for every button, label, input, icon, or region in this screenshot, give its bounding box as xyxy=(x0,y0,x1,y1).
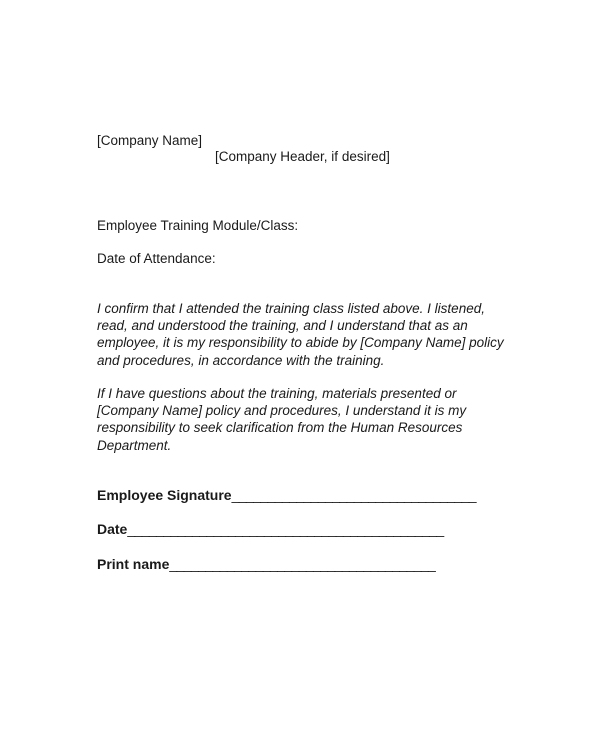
date-label: Date xyxy=(97,521,128,537)
company-name: [Company Name] xyxy=(97,133,203,148)
confirmation-paragraph xyxy=(97,300,507,369)
date-of-attendance-label: Date of Attendance: xyxy=(97,251,216,266)
date-blank: ____________________________________________ xyxy=(127,521,444,537)
employee-signature-blank: __________________________________ xyxy=(231,487,476,503)
paragraph-line: If I have questions about the training, materials presented or xyxy=(97,386,457,401)
paragraph-line: and procedures, in accordance with the training. xyxy=(97,352,385,368)
date-line xyxy=(97,520,444,538)
paragraph-line: read, and understood the training, and I understand that as an xyxy=(97,318,468,334)
paragraph-line: Department. xyxy=(97,437,172,453)
print-name-label: Print name xyxy=(97,556,170,572)
questions-paragraph xyxy=(97,385,507,454)
paragraph-line: responsibility to seek clarification from the Human Resources xyxy=(97,420,463,436)
employee-signature-line xyxy=(97,486,476,504)
employee-signature-label: Employee Signature xyxy=(97,487,232,503)
training-module-label: Employee Training Module/Class: xyxy=(97,218,299,233)
paragraph-line: I confirm that I attended the training class listed above. I listened, xyxy=(97,301,485,316)
paragraph-line: employee, it is my responsibility to abide by [Company Name] policy xyxy=(97,335,504,351)
print-name-blank: _____________________________________ xyxy=(169,556,436,572)
company-header: [Company Header, if desired] xyxy=(215,149,390,164)
paragraph-line: [Company Name] policy and procedures, I understand it is my xyxy=(97,403,467,419)
print-name-line xyxy=(97,555,435,573)
